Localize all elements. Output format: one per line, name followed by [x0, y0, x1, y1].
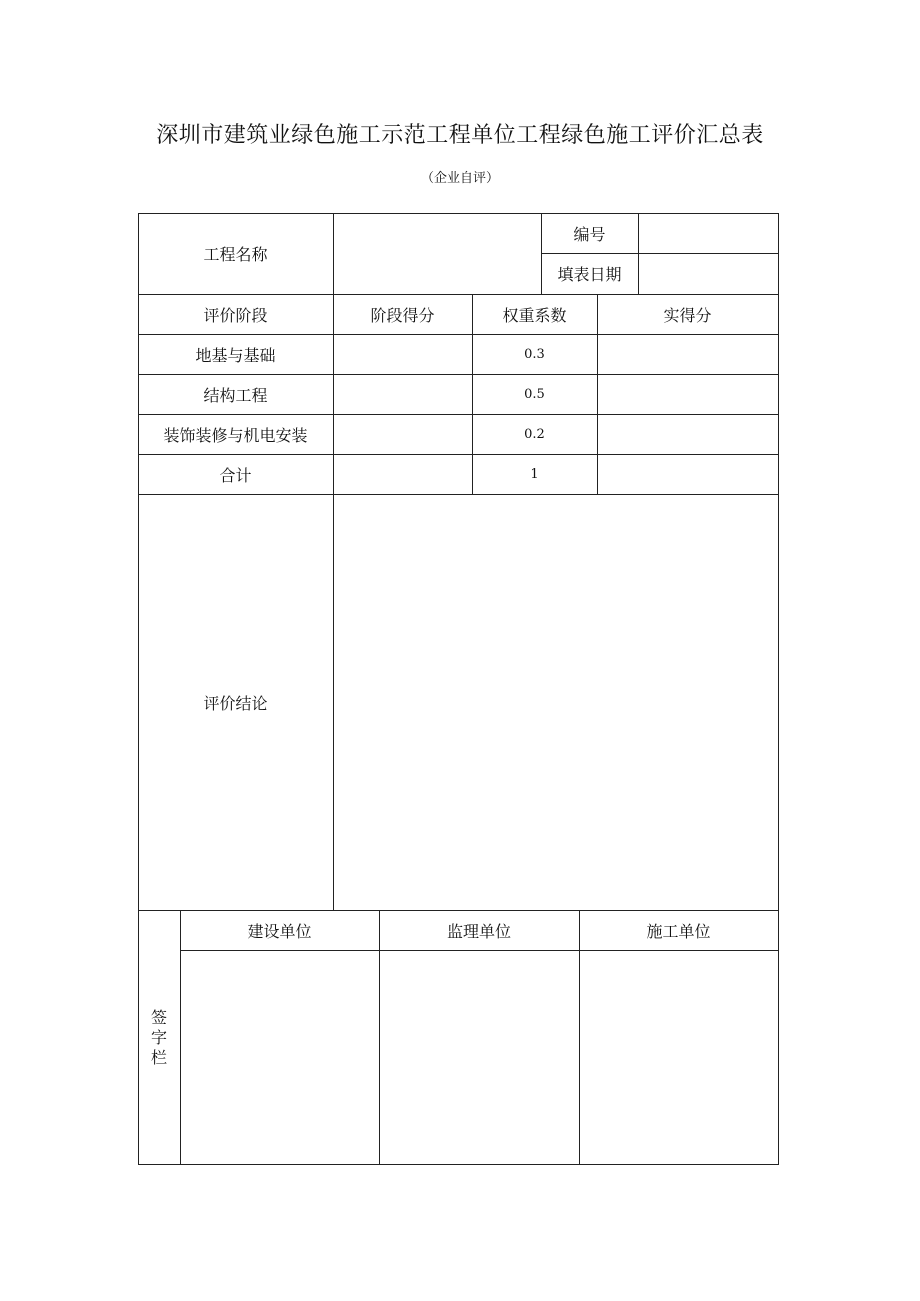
- project-name-field[interactable]: [333, 213, 541, 294]
- actual-score-field[interactable]: [597, 374, 778, 414]
- signature-section-label: 签 字 栏: [150, 1008, 167, 1067]
- column-header-stage: 评价阶段: [203, 305, 268, 325]
- conclusion-field[interactable]: [333, 494, 778, 910]
- actual-score-field[interactable]: [597, 334, 778, 374]
- document-subtitle: （企业自评）: [420, 171, 499, 186]
- signature-header-construction-unit: 建设单位: [247, 921, 312, 941]
- signature-header-contractor-unit: 施工单位: [646, 921, 711, 941]
- column-header-weight: 权重系数: [502, 305, 567, 325]
- stage-label: 结构工程: [203, 385, 268, 405]
- number-field[interactable]: [638, 213, 778, 253]
- stage-score-field[interactable]: [333, 334, 472, 374]
- fill-date-label: 填表日期: [557, 265, 622, 284]
- actual-score-field[interactable]: [597, 414, 778, 454]
- signature-header-supervision-unit: 监理单位: [446, 921, 511, 941]
- stage-label: 装饰装修与机电安装: [163, 425, 308, 445]
- signature-area-construction-unit[interactable]: [180, 950, 379, 1164]
- column-header-stage-score: 阶段得分: [370, 305, 435, 325]
- signature-area-contractor-unit[interactable]: [579, 950, 778, 1164]
- conclusion-label: 评价结论: [203, 693, 268, 713]
- number-label: 编号: [573, 224, 606, 244]
- weight-value: 1: [530, 466, 539, 482]
- stage-label: 地基与基础: [195, 345, 276, 365]
- column-header-actual-score: 实得分: [663, 305, 712, 325]
- table-border-bottom: [138, 1164, 779, 1165]
- document-title: 深圳市建筑业绿色施工示范工程单位工程绿色施工评价汇总表: [156, 123, 764, 148]
- weight-value: 0.5: [524, 386, 545, 402]
- total-label: 合计: [219, 465, 252, 485]
- actual-score-field[interactable]: [597, 454, 778, 494]
- stage-score-field[interactable]: [333, 454, 472, 494]
- weight-value: 0.2: [524, 426, 545, 442]
- fill-date-field[interactable]: [638, 253, 778, 294]
- stage-score-field[interactable]: [333, 414, 472, 454]
- stage-score-field[interactable]: [333, 374, 472, 414]
- project-name-label: 工程名称: [203, 245, 268, 264]
- table-border-right: [778, 213, 779, 1165]
- signature-area-supervision-unit[interactable]: [379, 950, 579, 1164]
- weight-value: 0.3: [524, 346, 545, 362]
